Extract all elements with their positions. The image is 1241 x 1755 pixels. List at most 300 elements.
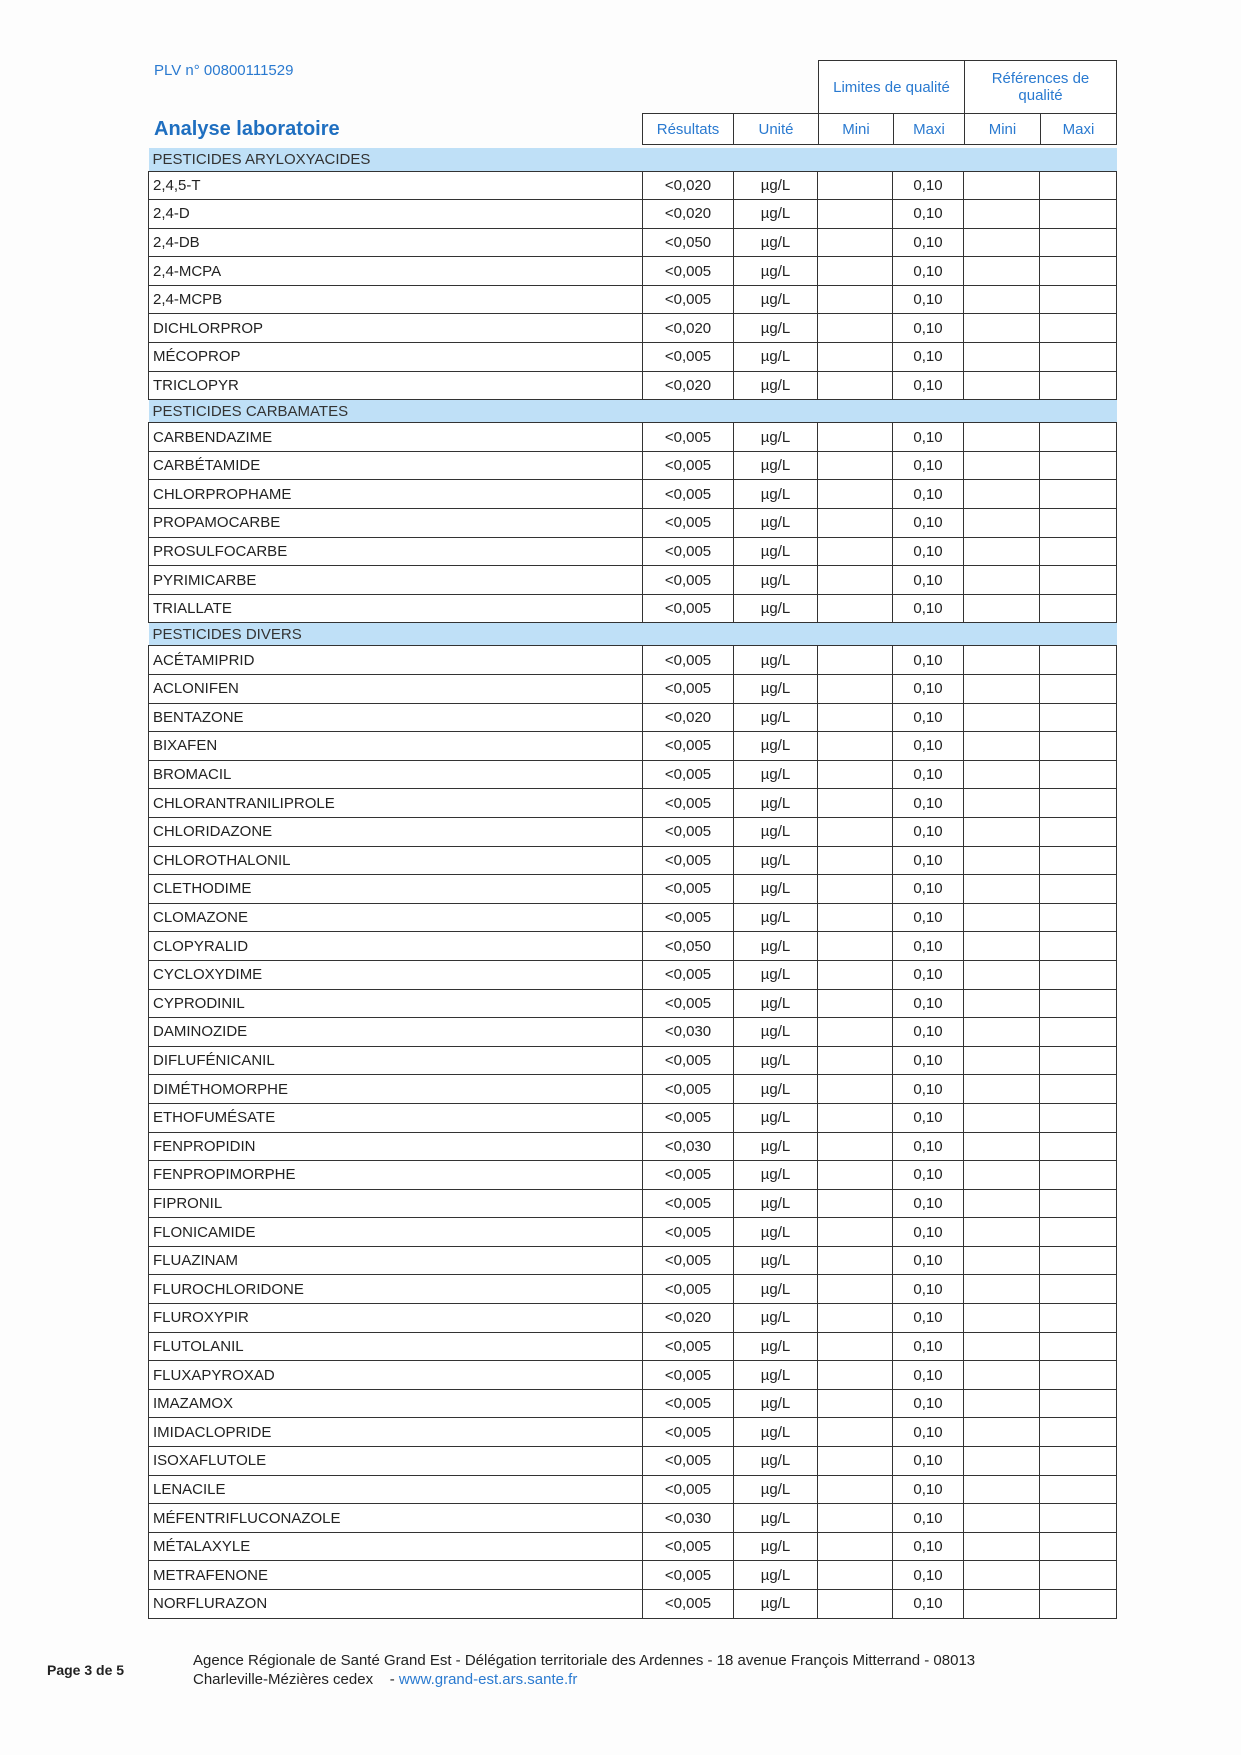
ref-max-value [1040,1590,1117,1619]
table-row [149,257,1117,286]
parameter-name: BROMACIL [149,760,643,789]
unit-value: µg/L [734,989,818,1018]
parameter-name: FLUXAPYROXAD [149,1361,643,1390]
result-value: <0,005 [643,285,734,314]
limit-max-value: 0,10 [893,566,964,595]
section-header [149,148,1117,171]
ref-max-value [1040,1132,1117,1161]
limit-min-column-header: Mini [818,113,894,145]
unit-value: µg/L [734,1246,818,1275]
table-row [149,1218,1117,1247]
parameter-name: FLUTOLANIL [149,1332,643,1361]
limit-max-value: 0,10 [893,1332,964,1361]
ref-max-value [1040,1504,1117,1533]
ref-min-value [964,1275,1040,1304]
table-row [149,1304,1117,1333]
limit-min-value [818,1189,893,1218]
unit-value: µg/L [734,1018,818,1047]
limit-max-value: 0,10 [893,1389,964,1418]
results-column-header: Résultats [642,113,734,145]
unit-value: µg/L [734,314,818,343]
limit-min-value [818,594,893,623]
limit-max-value: 0,10 [893,875,964,904]
unit-value: µg/L [734,903,818,932]
result-value: <0,005 [643,566,734,595]
unit-value: µg/L [734,932,818,961]
limit-min-value [818,285,893,314]
ref-max-value [1040,817,1117,846]
ref-max-value [1040,932,1117,961]
table-row [149,285,1117,314]
footer-address [193,1651,975,1689]
unit-value: µg/L [734,1103,818,1132]
unit-value: µg/L [734,1532,818,1561]
result-value: <0,005 [643,732,734,761]
unit-value: µg/L [734,423,818,452]
result-value: <0,005 [643,1189,734,1218]
results-table [148,148,1117,1619]
limit-min-value [818,1389,893,1418]
limit-min-value [818,171,893,200]
ref-max-value [1040,480,1117,509]
ref-min-value [964,1246,1040,1275]
limit-min-value [818,1418,893,1447]
result-value: <0,005 [643,1075,734,1104]
ref-min-value [964,1532,1040,1561]
ref-min-value [964,732,1040,761]
unit-value: µg/L [734,1132,818,1161]
result-value: <0,005 [643,1275,734,1304]
limit-min-value [818,960,893,989]
unit-value: µg/L [734,789,818,818]
table-row [149,960,1117,989]
result-value: <0,005 [643,760,734,789]
table-row [149,732,1117,761]
result-value: <0,005 [643,343,734,372]
ref-max-value [1040,566,1117,595]
ref-max-value [1040,371,1117,400]
result-value: <0,005 [643,846,734,875]
ref-max-value [1040,1161,1117,1190]
ref-min-value [964,760,1040,789]
parameter-name: CHLORANTRANILIPROLE [149,789,643,818]
limit-min-value [818,903,893,932]
ref-max-column-header: Maxi [1040,113,1117,145]
limit-max-value: 0,10 [893,1218,964,1247]
unit-value: µg/L [734,1304,818,1333]
result-value: <0,005 [643,594,734,623]
unit-value: µg/L [734,703,818,732]
page-number: Page 3 de 5 [47,1662,125,1678]
table-row [149,451,1117,480]
parameter-name: MÉCOPROP [149,343,643,372]
limit-min-value [818,1332,893,1361]
section-title: PESTICIDES ARYLOXYACIDES [149,148,1117,171]
section-title: PESTICIDES DIVERS [149,623,1117,646]
result-value: <0,005 [643,1161,734,1190]
result-value: <0,020 [643,1304,734,1333]
ref-max-value [1040,1361,1117,1390]
unit-value: µg/L [734,646,818,675]
table-row [149,537,1117,566]
parameter-name: CHLOROTHALONIL [149,846,643,875]
ref-min-value [964,932,1040,961]
limit-max-value: 0,10 [893,200,964,229]
unit-value: µg/L [734,732,818,761]
ref-min-value [964,1189,1040,1218]
ref-min-value [964,1161,1040,1190]
limit-min-value [818,1532,893,1561]
ref-max-value [1040,537,1117,566]
table-row [149,1532,1117,1561]
limit-min-value [818,257,893,286]
limit-min-value [818,1304,893,1333]
unit-value: µg/L [734,1504,818,1533]
unit-value: µg/L [734,371,818,400]
unit-value: µg/L [734,1475,818,1504]
limit-max-value: 0,10 [893,789,964,818]
limit-min-value [818,932,893,961]
limit-min-value [818,1475,893,1504]
ref-min-value [964,1561,1040,1590]
limit-max-value: 0,10 [893,257,964,286]
ref-max-value [1040,451,1117,480]
ref-max-value [1040,314,1117,343]
ref-max-value [1040,989,1117,1018]
limit-min-value [818,1218,893,1247]
table-row [149,1475,1117,1504]
limit-max-value: 0,10 [893,1532,964,1561]
unit-value: µg/L [734,285,818,314]
parameter-name: DAMINOZIDE [149,1018,643,1047]
ref-min-value [964,480,1040,509]
section-header [149,400,1117,423]
parameter-name: ETHOFUMÉSATE [149,1103,643,1132]
parameter-name: 2,4-MCPB [149,285,643,314]
ref-min-value [964,1447,1040,1476]
unit-value: µg/L [734,480,818,509]
ref-max-value [1040,285,1117,314]
result-value: <0,005 [643,903,734,932]
table-row [149,1246,1117,1275]
quality-references-header: Références de qualité [964,60,1117,114]
ref-min-value [964,1218,1040,1247]
limit-min-value [818,343,893,372]
unit-value: µg/L [734,760,818,789]
parameter-name: BENTAZONE [149,703,643,732]
ref-max-value [1040,646,1117,675]
limit-max-value: 0,10 [893,1275,964,1304]
ref-min-value [964,566,1040,595]
result-value: <0,005 [643,257,734,286]
result-value: <0,020 [643,200,734,229]
limit-min-value [818,509,893,538]
unit-value: µg/L [734,537,818,566]
ref-min-value [964,789,1040,818]
result-value: <0,005 [643,989,734,1018]
limit-min-value [818,1447,893,1476]
unit-value: µg/L [734,566,818,595]
limit-max-value: 0,10 [893,1475,964,1504]
table-row [149,1504,1117,1533]
result-value: <0,005 [643,1590,734,1619]
parameter-name: FENPROPIDIN [149,1132,643,1161]
ref-min-value [964,200,1040,229]
ref-min-value [964,960,1040,989]
table-row [149,1161,1117,1190]
unit-value: µg/L [734,451,818,480]
table-row [149,1275,1117,1304]
parameter-name: CLETHODIME [149,875,643,904]
ref-min-value [964,371,1040,400]
limit-min-value [818,1161,893,1190]
table-row [149,1132,1117,1161]
parameter-name: ACLONIFEN [149,675,643,704]
ref-min-value [964,257,1040,286]
parameter-name: CYCLOXYDIME [149,960,643,989]
ref-max-value [1040,423,1117,452]
ref-max-value [1040,789,1117,818]
parameter-name: FLUAZINAM [149,1246,643,1275]
ref-max-value [1040,171,1117,200]
parameter-name: TRICLOPYR [149,371,643,400]
limit-max-value: 0,10 [893,817,964,846]
ref-min-value [964,703,1040,732]
ref-min-value [964,1075,1040,1104]
limit-max-value: 0,10 [893,1447,964,1476]
limit-min-value [818,1561,893,1590]
section-header [149,623,1117,646]
limit-min-value [818,817,893,846]
parameter-name: MÉTALAXYLE [149,1532,643,1561]
result-value: <0,020 [643,171,734,200]
result-value: <0,005 [643,1246,734,1275]
unit-value: µg/L [734,1361,818,1390]
ref-max-value [1040,1075,1117,1104]
parameter-name: CARBENDAZIME [149,423,643,452]
result-value: <0,005 [643,1475,734,1504]
unit-value: µg/L [734,817,818,846]
result-value: <0,005 [643,1561,734,1590]
unit-value: µg/L [734,1189,818,1218]
limit-min-value [818,1132,893,1161]
parameter-name: CLOPYRALID [149,932,643,961]
table-row [149,566,1117,595]
limit-max-value: 0,10 [893,732,964,761]
limit-max-value: 0,10 [893,1018,964,1047]
unit-value: µg/L [734,1590,818,1619]
limit-max-value: 0,10 [893,1246,964,1275]
table-row [149,875,1117,904]
ref-min-value [964,1103,1040,1132]
parameter-name: CHLORPROPHAME [149,480,643,509]
ref-min-value [964,1046,1040,1075]
ref-min-value [964,423,1040,452]
table-row [149,846,1117,875]
limit-min-value [818,846,893,875]
result-value: <0,020 [643,371,734,400]
limit-min-value [818,1504,893,1533]
unit-value: µg/L [734,1218,818,1247]
table-row [149,760,1117,789]
parameter-name: 2,4-D [149,200,643,229]
unit-value: µg/L [734,1332,818,1361]
parameter-name: DIFLUFÉNICANIL [149,1046,643,1075]
page-title: Analyse laboratoire [154,118,340,140]
table-row [149,903,1117,932]
limit-min-value [818,1590,893,1619]
result-value: <0,020 [643,314,734,343]
parameter-name: PROPAMOCARBE [149,509,643,538]
plv-number: PLV n° 00800111529 [154,62,294,79]
limit-max-value: 0,10 [893,1418,964,1447]
limit-max-value: 0,10 [893,451,964,480]
parameter-name: FLUROXYPIR [149,1304,643,1333]
result-value: <0,005 [643,451,734,480]
limit-min-value [818,200,893,229]
ref-min-value [964,1475,1040,1504]
ref-min-value [964,1304,1040,1333]
limit-min-value [818,875,893,904]
limit-max-value: 0,10 [893,1504,964,1533]
ref-min-value [964,989,1040,1018]
result-value: <0,030 [643,1504,734,1533]
parameter-name: CARBÉTAMIDE [149,451,643,480]
table-row [149,1075,1117,1104]
limit-max-value: 0,10 [893,1361,964,1390]
unit-value: µg/L [734,343,818,372]
unit-value: µg/L [734,960,818,989]
unit-value: µg/L [734,171,818,200]
unit-value: µg/L [734,846,818,875]
limit-min-value [818,760,893,789]
parameter-name: NORFLURAZON [149,1590,643,1619]
ref-min-value [964,1132,1040,1161]
table-row [149,509,1117,538]
result-value: <0,005 [643,789,734,818]
result-value: <0,005 [643,960,734,989]
table-row [149,1590,1117,1619]
limit-max-value: 0,10 [893,703,964,732]
limit-min-value [818,423,893,452]
ref-max-value [1040,200,1117,229]
result-value: <0,005 [643,1332,734,1361]
table-row [149,817,1117,846]
ref-min-value [964,875,1040,904]
ref-max-value [1040,1218,1117,1247]
parameter-name: MÉFENTRIFLUCONAZOLE [149,1504,643,1533]
result-value: <0,005 [643,1418,734,1447]
ref-max-value [1040,509,1117,538]
limit-min-value [818,646,893,675]
parameter-name: FLONICAMIDE [149,1218,643,1247]
parameter-name: FENPROPIMORPHE [149,1161,643,1190]
limit-max-value: 0,10 [893,989,964,1018]
limit-max-value: 0,10 [893,1161,964,1190]
limit-min-value [818,451,893,480]
table-row [149,646,1117,675]
limit-max-value: 0,10 [893,1590,964,1619]
limit-max-value: 0,10 [893,594,964,623]
result-value: <0,005 [643,480,734,509]
ref-max-value [1040,675,1117,704]
parameter-name: IMAZAMOX [149,1389,643,1418]
ref-max-value [1040,1046,1117,1075]
limit-max-value: 0,10 [893,960,964,989]
unit-value: µg/L [734,228,818,257]
limit-min-value [818,566,893,595]
ref-min-value [964,1332,1040,1361]
table-row [149,228,1117,257]
ref-min-value [964,343,1040,372]
table-row [149,423,1117,452]
result-value: <0,005 [643,509,734,538]
limit-max-value: 0,10 [893,1561,964,1590]
limit-max-value: 0,10 [893,1046,964,1075]
ref-max-value [1040,1275,1117,1304]
ref-min-value [964,314,1040,343]
limit-min-value [818,789,893,818]
limit-max-value: 0,10 [893,760,964,789]
limit-max-column-header: Maxi [893,113,965,145]
unit-value: µg/L [734,1389,818,1418]
limit-min-value [818,537,893,566]
ref-min-value [964,1361,1040,1390]
result-value: <0,005 [643,1361,734,1390]
limit-min-value [818,989,893,1018]
ref-min-value [964,1504,1040,1533]
limit-max-value: 0,10 [893,903,964,932]
ref-min-value [964,903,1040,932]
table-row [149,1389,1117,1418]
unit-value: µg/L [734,594,818,623]
unit-value: µg/L [734,509,818,538]
ref-max-value [1040,228,1117,257]
result-value: <0,005 [643,675,734,704]
parameter-name: BIXAFEN [149,732,643,761]
parameter-name: IMIDACLOPRIDE [149,1418,643,1447]
ref-min-value [964,646,1040,675]
unit-value: µg/L [734,1418,818,1447]
unit-value: µg/L [734,1561,818,1590]
limit-max-value: 0,10 [893,480,964,509]
result-value: <0,005 [643,423,734,452]
parameter-name: DICHLORPROP [149,314,643,343]
parameter-name: LENACILE [149,1475,643,1504]
unit-value: µg/L [734,1075,818,1104]
parameter-name: PROSULFOCARBE [149,537,643,566]
website-link[interactable]: www.grand-est.ars.sante.fr [398,1671,578,1688]
ref-max-value [1040,1304,1117,1333]
ref-max-value [1040,960,1117,989]
result-value: <0,030 [643,1132,734,1161]
ref-max-value [1040,1475,1117,1504]
parameter-name: CYPRODINIL [149,989,643,1018]
result-value: <0,030 [643,1018,734,1047]
table-row [149,989,1117,1018]
ref-max-value [1040,1389,1117,1418]
limit-max-value: 0,10 [893,1304,964,1333]
ref-min-column-header: Mini [964,113,1041,145]
parameter-name: 2,4-MCPA [149,257,643,286]
unit-value: µg/L [734,1447,818,1476]
unit-value: µg/L [734,875,818,904]
ref-max-value [1040,760,1117,789]
unit-value: µg/L [734,675,818,704]
table-row [149,789,1117,818]
ref-max-value [1040,1447,1117,1476]
parameter-name: 2,4,5-T [149,171,643,200]
